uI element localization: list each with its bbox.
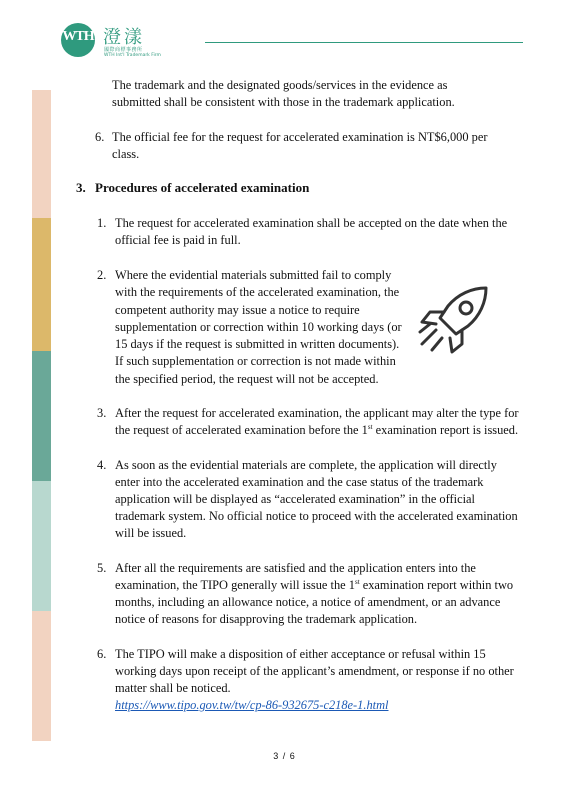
text-line: with the requirements of the accelerated examination, the <box>115 285 400 300</box>
list-number: 2. <box>97 268 107 282</box>
list-number: 1. <box>97 216 107 230</box>
text-line: If such supplementation or correction is not made within <box>115 354 396 369</box>
text-line <box>115 577 515 594</box>
text-line: enter into the accelerated examination and the case status of the trademark <box>115 475 484 489</box>
rocket-icon <box>414 280 494 360</box>
list-number: 3. <box>97 406 107 420</box>
list-item <box>115 215 515 249</box>
stripe-segment-peach-bottom <box>32 611 51 741</box>
text-span: the request of accelerated examination before the 1 <box>115 423 368 437</box>
text-line: The official fee for the request for accelerated examination is NT$6,000 per <box>112 130 488 144</box>
list-item <box>115 405 519 439</box>
list-item <box>115 457 518 542</box>
text-line: months, including an allowance notice, a notice of amendment, or an advance <box>115 595 501 609</box>
section-number: 3. <box>76 180 86 195</box>
logo-english-name: WTH Int'l Trademark Firm <box>104 53 161 58</box>
text-line: trademark system. No official notice to proceed with the accelerated examination <box>115 509 518 523</box>
page-number: 3 / 6 <box>273 751 296 761</box>
list-number: 6. <box>95 130 105 144</box>
stripe-segment-peach <box>32 90 51 218</box>
logo-initials: WTH <box>62 29 94 44</box>
text-span: examination report within two <box>359 578 514 592</box>
text-line: notice of reasons for disapproving the trademark application. <box>115 612 418 626</box>
text-line: The request for accelerated examination shall be accepted on the date when the <box>115 216 508 230</box>
text-line: Where the evidential materials submitted fail to comply <box>115 268 392 282</box>
text-line: application will be displayed as “accelerated examination” in the official <box>115 492 475 506</box>
logo-chinese-name: 澄漾 <box>103 27 145 48</box>
text-span: examination, the TIPO generally will issue the 1 <box>115 578 355 592</box>
section-title: Procedures of accelerated examination <box>95 180 310 195</box>
list-item <box>115 560 515 628</box>
list-item <box>115 267 405 388</box>
text-line: submitted shall be consistent with those in the trademark application. <box>112 95 455 109</box>
stripe-segment-mint <box>32 481 51 611</box>
stripe-segment-gold <box>32 218 51 351</box>
continued-paragraph <box>112 77 515 111</box>
text-line <box>115 422 519 439</box>
text-line: will be issued. <box>115 526 187 540</box>
text-line: official fee is paid in full. <box>115 233 241 247</box>
logo-mark <box>61 23 95 57</box>
list-item <box>115 646 515 714</box>
list-number: 5. <box>97 561 107 575</box>
text-line: 15 days if the request is submitted in written documents). <box>115 337 400 352</box>
text-line: working days upon receipt of the applicant’s amendment, or response if no other <box>115 664 514 678</box>
text-line: the specified period, the request will not be accepted. <box>115 371 379 386</box>
text-line: supplementation or correction within 10 working days (or <box>115 319 402 334</box>
ordinal-superscript: st <box>354 577 360 586</box>
stripe-segment-teal <box>32 351 51 481</box>
header-rule <box>205 42 523 43</box>
text-line: class. <box>112 147 140 161</box>
text-line: competent authority may issue a notice to require <box>115 302 360 317</box>
text-line: matter shall be noticed. <box>115 681 231 695</box>
logo-chinese-subtitle: 國際商標事務所 <box>104 47 143 53</box>
text-line: As soon as the evidential materials are complete, the application will directly <box>115 458 497 472</box>
text-line: After all the requirements are satisfied and the application enters into the <box>115 561 476 575</box>
text-span: examination report is issued. <box>372 423 519 437</box>
ordinal-superscript: st <box>367 422 373 431</box>
text-line: The TIPO will make a disposition of either acceptance or refusal within 15 <box>115 647 486 661</box>
list-number: 6. <box>97 647 107 661</box>
tipo-link[interactable]: https://www.tipo.gov.tw/tw/cp-86-932675-c218e-1.html <box>115 698 389 712</box>
list-number: 4. <box>97 458 107 472</box>
text-line: After the request for accelerated examination, the applicant may alter the type for <box>115 406 519 420</box>
fee-paragraph <box>112 129 515 163</box>
text-line: The trademark and the designated goods/services in the evidence as <box>112 78 448 92</box>
